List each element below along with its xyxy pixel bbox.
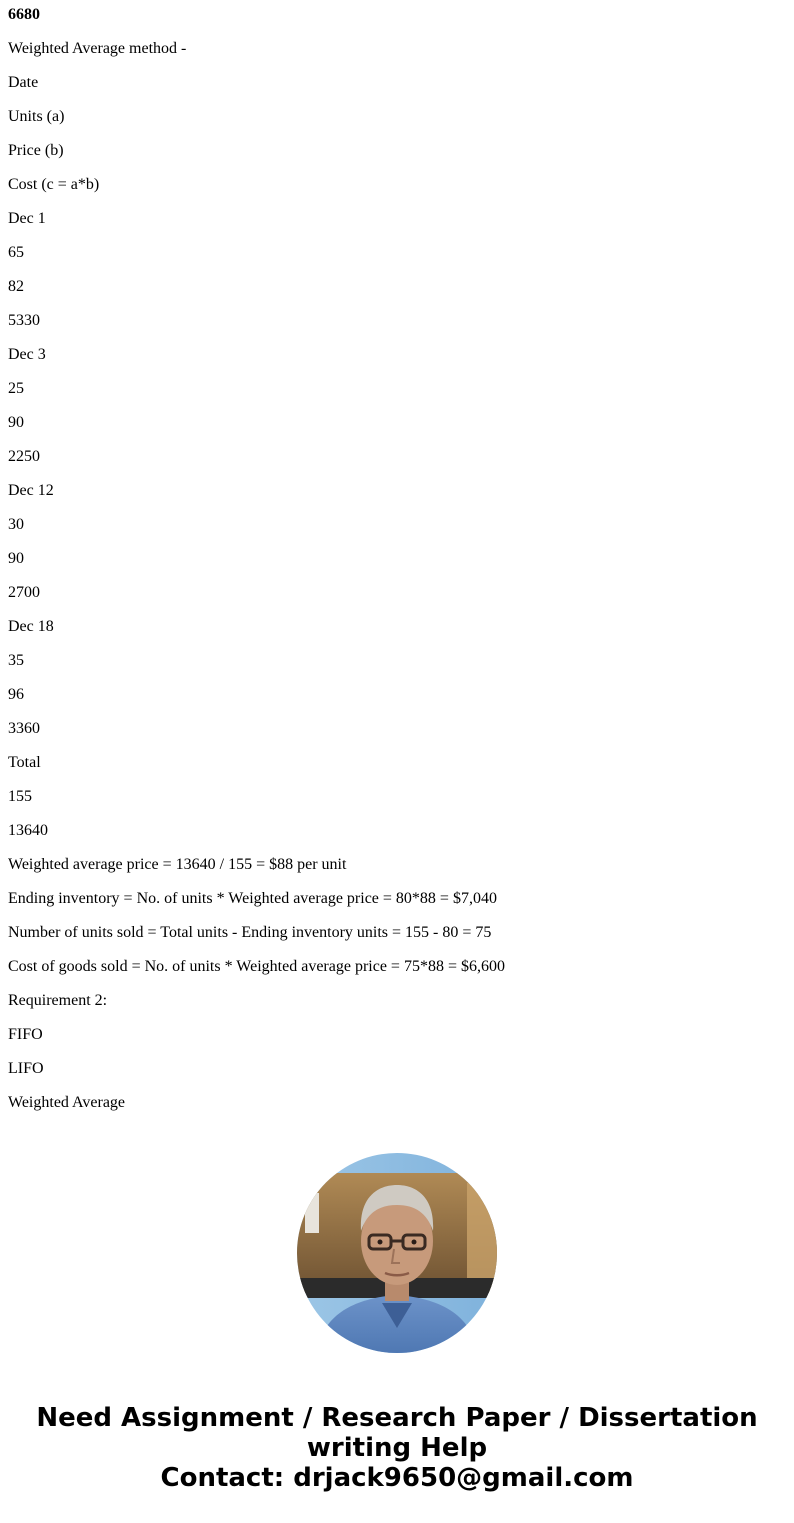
promo-banner — [0, 1403, 794, 1493]
row-price: 90 — [8, 414, 24, 431]
answer-heading: 6680 — [8, 6, 40, 23]
document-body — [8, 0, 786, 1122]
row-units: 35 — [8, 652, 24, 669]
total-units: 155 — [8, 788, 32, 805]
row-cost: 5330 — [8, 312, 40, 329]
total-cost: 13640 — [8, 822, 48, 839]
method-fifo: FIFO — [8, 1026, 43, 1043]
promo-contact: Contact: drjack9650@gmail.com — [160, 1463, 634, 1493]
row-date: Dec 12 — [8, 482, 54, 499]
column-header-date: Date — [8, 74, 39, 91]
requirement-heading: Requirement 2: — [8, 992, 108, 1009]
promo-line-1: Need Assignment / Research Paper / Dissertation — [36, 1403, 758, 1433]
row-date: Dec 1 — [8, 210, 46, 227]
row-price: 82 — [8, 278, 24, 295]
column-header-units: Units (a) — [8, 108, 65, 125]
row-price: 96 — [8, 686, 24, 703]
row-cost: 2700 — [8, 584, 40, 601]
column-header-price: Price (b) — [8, 142, 64, 159]
method-lifo: LIFO — [8, 1060, 44, 1077]
cost-of-goods-sold: Cost of goods sold = No. of units * Weighted average price = 75*88 = $6,600 — [8, 958, 505, 975]
row-units: 65 — [8, 244, 24, 261]
method-title: Weighted Average method - — [8, 40, 187, 57]
ending-inventory: Ending inventory = No. of units * Weighted average price = 80*88 = $7,040 — [8, 890, 497, 907]
total-label: Total — [8, 754, 41, 771]
avatar — [297, 1153, 497, 1353]
promo-line-2: writing Help — [306, 1433, 488, 1463]
method-weighted-average: Weighted Average — [8, 1094, 126, 1111]
row-units: 30 — [8, 516, 24, 533]
row-cost: 2250 — [8, 448, 40, 465]
row-units: 25 — [8, 380, 24, 397]
row-price: 90 — [8, 550, 24, 567]
row-date: Dec 18 — [8, 618, 54, 635]
units-sold: Number of units sold = Total units - Ending inventory units = 155 - 80 = 75 — [8, 924, 492, 941]
person-photo-icon — [297, 1153, 497, 1353]
row-date: Dec 3 — [8, 346, 46, 363]
column-header-cost: Cost (c = a*b) — [8, 176, 100, 193]
row-cost: 3360 — [8, 720, 40, 737]
weighted-average-price: Weighted average price = 13640 / 155 = $88 per unit — [8, 856, 347, 873]
